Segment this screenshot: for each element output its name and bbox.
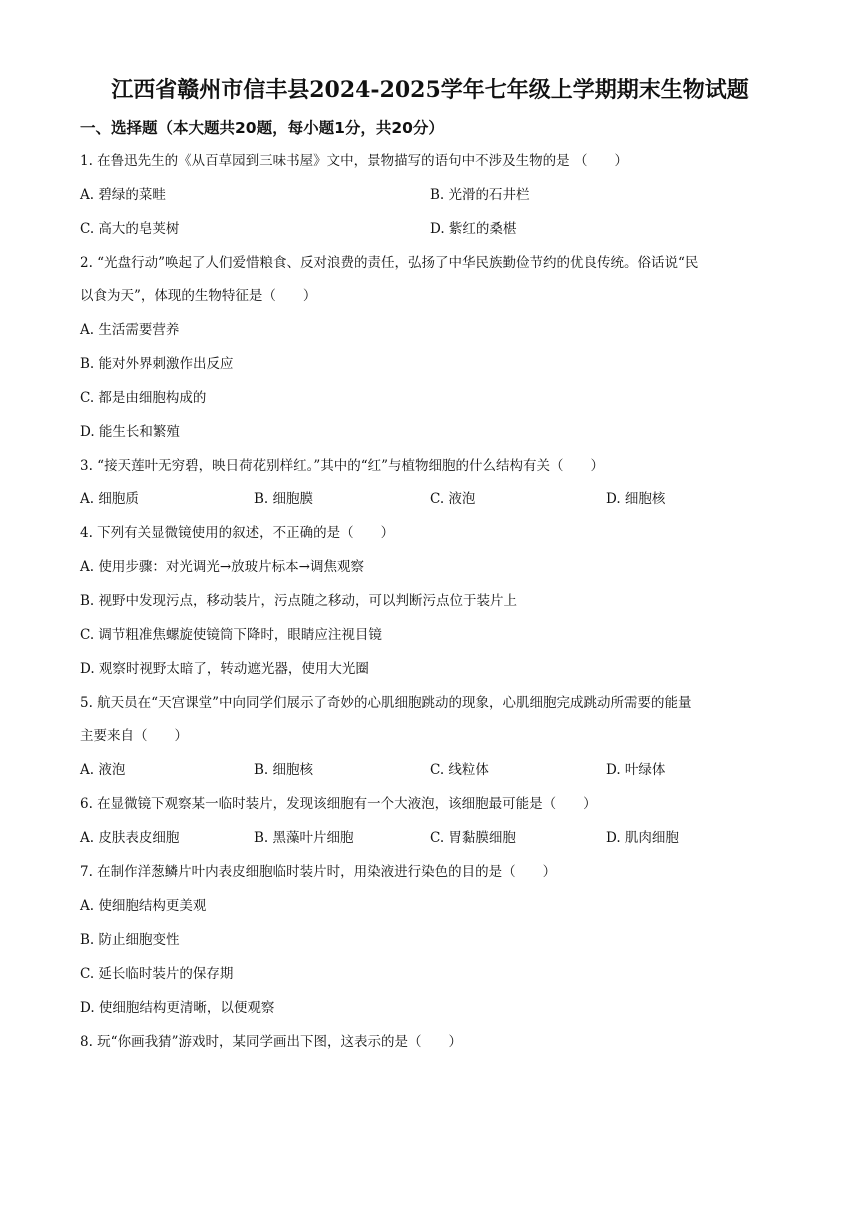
question-5-option-b: B. 细胞核 [254, 762, 314, 778]
question-1-stem: 1. 在鲁迅先生的《从百草园到三味书屋》文中，景物描写的语句中不涉及生物的是 （ ） [80, 153, 628, 169]
question-5-option-c: C. 线粒体 [430, 762, 489, 778]
question-5-stem-line-2: 主要来自（ ） [80, 728, 188, 744]
question-1-option-a: A. 碧绿的菜畦 [80, 187, 166, 203]
question-5-stem-line-1: 5. 航天员在“天宫课堂”中向同学们展示了奇妙的心肌细胞跳动的现象，心肌细胞完成跳动所需要的能量 [80, 695, 692, 711]
question-8-stem: 8. 玩“你画我猜”游戏时，某同学画出下图，这表示的是（ ） [80, 1034, 462, 1050]
question-6-option-c: C. 胃黏膜细胞 [430, 830, 516, 846]
question-5-option-d: D. 叶绿体 [606, 762, 666, 778]
question-3-option-b: B. 细胞膜 [254, 491, 314, 507]
question-1-option-b: B. 光滑的石井栏 [430, 187, 530, 203]
question-2-option-b: B. 能对外界刺激作出反应 [80, 356, 234, 372]
question-7-option-a: A. 使细胞结构更美观 [80, 898, 207, 914]
page-title: 江西省赣州市信丰县2024-2025学年七年级上学期期末生物试题 [111, 77, 749, 103]
question-4-option-b: B. 视野中发现污点，移动装片，污点随之移动，可以判断污点位于装片上 [80, 593, 518, 609]
question-2-stem-line-2: 以食为天”，体现的生物特征是（ ） [80, 288, 317, 304]
question-4-option-a: A. 使用步骤：对光调光→放玻片标本→调焦观察 [80, 559, 364, 575]
question-3-option-d: D. 细胞核 [606, 491, 666, 507]
question-5-option-a: A. 液泡 [80, 762, 126, 778]
question-6-option-d: D. 肌肉细胞 [606, 830, 679, 846]
question-4-stem: 4. 下列有关显微镜使用的叙述，不正确的是（ ） [80, 525, 395, 541]
question-3-option-c: C. 液泡 [430, 491, 476, 507]
question-1-option-c: C. 高大的皂荚树 [80, 221, 180, 237]
question-2-stem-line-1: 2. “光盘行动”唤起了人们爱惜粮食、反对浪费的责任，弘扬了中华民族勤俭节约的优良传统。俗话说“民 [80, 255, 699, 271]
question-1-option-d: D. 紫红的桑椹 [430, 221, 517, 237]
question-7-stem: 7. 在制作洋葱鳞片叶内表皮细胞临时装片时，用染液进行染色的目的是（ ） [80, 864, 557, 880]
question-6-stem: 6. 在显微镜下观察某一临时装片，发现该细胞有一个大液泡，该细胞最可能是（ ） [80, 796, 597, 812]
question-7-option-b: B. 防止细胞变性 [80, 932, 180, 948]
question-4-option-c: C. 调节粗准焦螺旋使镜筒下降时，眼睛应注视目镜 [80, 627, 382, 643]
question-4-option-d: D. 观察时视野太暗了，转动遮光器，使用大光圈 [80, 661, 369, 677]
question-3-stem: 3. “接天莲叶无穷碧，映日荷花别样红。”其中的“红”与植物细胞的什么结构有关（ ） [80, 458, 605, 474]
question-3-option-a: A. 细胞质 [80, 491, 139, 507]
question-2-option-a: A. 生活需要营养 [80, 322, 180, 338]
question-6-option-a: A. 皮肤表皮细胞 [80, 830, 180, 846]
question-7-option-d: D. 使细胞结构更清晰，以便观察 [80, 1000, 275, 1016]
question-2-option-d: D. 能生长和繁殖 [80, 424, 180, 440]
section-heading: 一、选择题（本大题共20题，每小题1分，共20分） [80, 119, 444, 137]
question-2-option-c: C. 都是由细胞构成的 [80, 390, 207, 406]
question-6-option-b: B. 黑藻叶片细胞 [254, 830, 354, 846]
question-7-option-c: C. 延长临时装片的保存期 [80, 966, 234, 982]
